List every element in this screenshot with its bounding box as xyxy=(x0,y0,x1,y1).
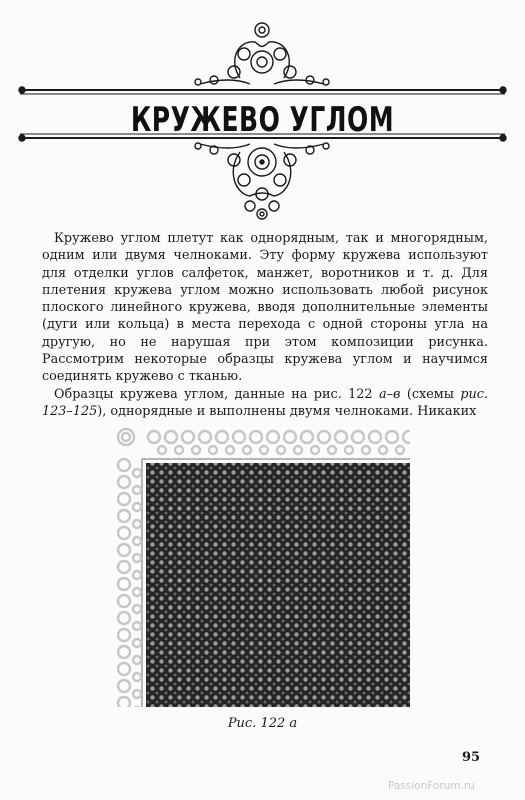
paragraph-2-part1: Образцы кружева углом, данные на рис. 122 xyxy=(54,386,379,402)
figure-caption: Рис. 122 а xyxy=(227,716,298,731)
paragraph-2-part3: ), однорядные и выполнены двумя челноками. Никаких xyxy=(97,403,477,419)
watermark: PassionForum.ru xyxy=(388,780,475,792)
bottom-ornament xyxy=(0,132,525,224)
body-text xyxy=(42,230,488,420)
paragraph-2 xyxy=(42,386,488,421)
top-ornament xyxy=(0,18,525,96)
figure-ref-letters: а–в xyxy=(378,386,401,402)
paragraph-2-part2: (схемы xyxy=(400,386,461,402)
lace-corner-photo xyxy=(112,423,410,707)
page-title: КРУЖЕВО УГЛОМ xyxy=(130,100,395,140)
page-number: 95 xyxy=(462,750,481,765)
paragraph-1: Кружево углом плетут как однорядным, так и многорядным, одним или двумя челноками. Эту форму кружева используют для отделки углов салфеток, манжет, воротников и т. д. Для плетения кружева углом можно использовать любой рисунок плоского линейного кружева, вводя дополнительные элементы (дуги или кольца) в места перехода с одной стороны угла на другую, но не нарушая при этом композиции рисунка. Рассмотрим некоторые образцы кружева углом и научимся соединять кружево с тканью. xyxy=(42,231,488,385)
scheme-ref: рис. 123–125 xyxy=(42,386,488,419)
